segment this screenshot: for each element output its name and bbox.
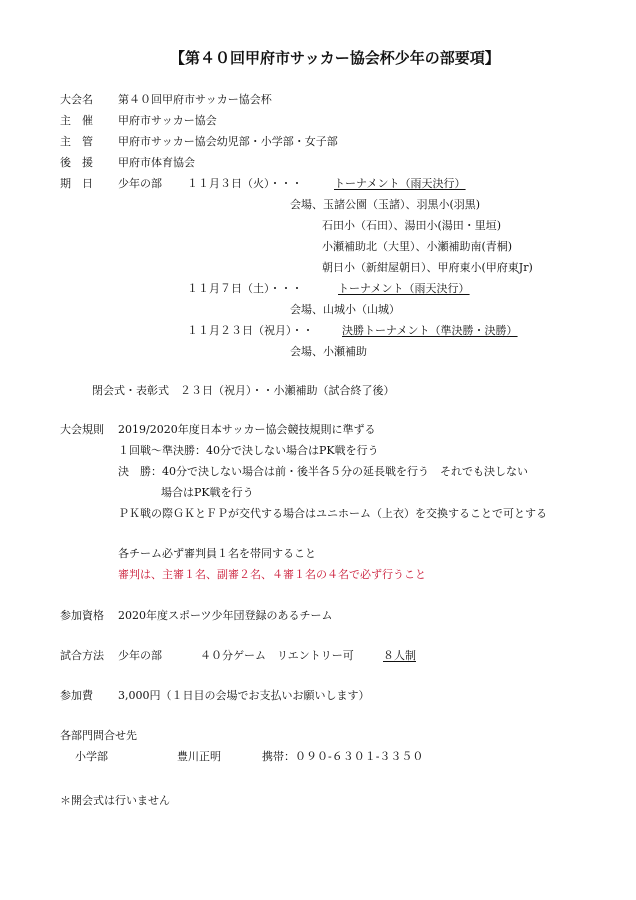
format-label: 試合方法 [60,649,104,662]
schedule-day1-event: トーナメント（雨天決行） [334,177,466,190]
fee-value: 3,000円（１日目の会場でお支払いお願いします） [118,689,370,702]
contact-phone: 携帯：０９０-６３０１-３３５０ [262,750,424,763]
qualification-label: 参加資格 [60,609,104,622]
rules-label: 大会規則 [60,423,104,436]
referee-requirement: 審判は、主審１名、副審２名、４審１名の４名で必ず行うこと [118,568,426,581]
info-value-support: 甲府市体育協会 [118,156,195,169]
info-label-host: 主 催 [60,114,93,127]
info-value-organizer: 甲府市サッカー協会幼児部・小学部・女子部 [118,135,338,148]
fee-label: 参加費 [60,689,93,702]
info-value-tournament: 第４０回甲府市サッカー協会杯 [118,93,272,106]
rules-line: 決 勝：40分で決しない場合は前・後半各５分の延長戦を行う それでも決しない [118,465,528,478]
venue-line: 小瀬補助北（大里）、小瀬補助南(青桐) [322,240,513,253]
info-label-tournament: 大会名 [60,93,93,106]
ceremony-line: 閉会式・表彰式 ２３日（祝月）・・小瀬補助（試合終了後） [92,384,395,397]
rules-line: １回戦～準決勝：40分で決しない場合はPK戦を行う [118,444,379,457]
venue-line: 会場、山城小（山城） [290,303,400,316]
rules-line: ＰＫ戦の際ＧＫとＦＰが交代する場合はユニホーム（上衣）を交換することで可とする [118,507,547,520]
schedule-division: 少年の部 [118,177,162,190]
page-title: 【第４０回甲府市サッカー協会杯少年の部要項】 [170,49,500,67]
schedule-day1-date: １１月３日（火）・・・ [187,177,303,190]
contact-label: 各部門問合せ先 [60,729,137,742]
schedule-day3-date: １１月２３日（祝月）・・ [187,324,314,337]
qualification-value: 2020年度スポーツ少年団登録のあるチーム [118,609,333,622]
rules-line: 場合はPK戦を行う [161,486,254,499]
schedule-day3-event: 決勝トーナメント（準決勝・決勝） [342,324,518,337]
venue-line: 朝日小（新紺屋朝日）、甲府東小(甲府東Jr) [322,261,533,274]
info-label-organizer: 主 管 [60,135,93,148]
format-players: ８人制 [383,649,416,662]
rules-line: 2019/2020年度日本サッカー協会競技規則に準ずる [118,423,376,436]
contact-name: 豊川正明 [177,750,221,763]
venue-line: 会場、小瀬補助 [290,345,367,358]
schedule-day2-date: １１月７日（土）・・・ [187,282,303,295]
info-label-support: 後 援 [60,156,93,169]
info-value-host: 甲府市サッカー協会 [118,114,217,127]
referee-note: 各チーム必ず審判員１名を帯同すること [118,547,316,560]
schedule-label: 期 日 [60,177,93,190]
format-value: ４０分ゲーム リエントリー可 [200,649,354,662]
contact-dept: 小学部 [75,750,108,763]
format-division: 少年の部 [118,649,162,662]
footnote: ＊開会式は行いません [60,794,170,807]
venue-line: 会場、玉諸公園（玉諸）、羽黒小(羽黒) [290,198,481,211]
venue-line: 石田小（石田）、湯田小(湯田・里垣) [322,219,502,232]
schedule-day2-event: トーナメント（雨天決行） [338,282,470,295]
